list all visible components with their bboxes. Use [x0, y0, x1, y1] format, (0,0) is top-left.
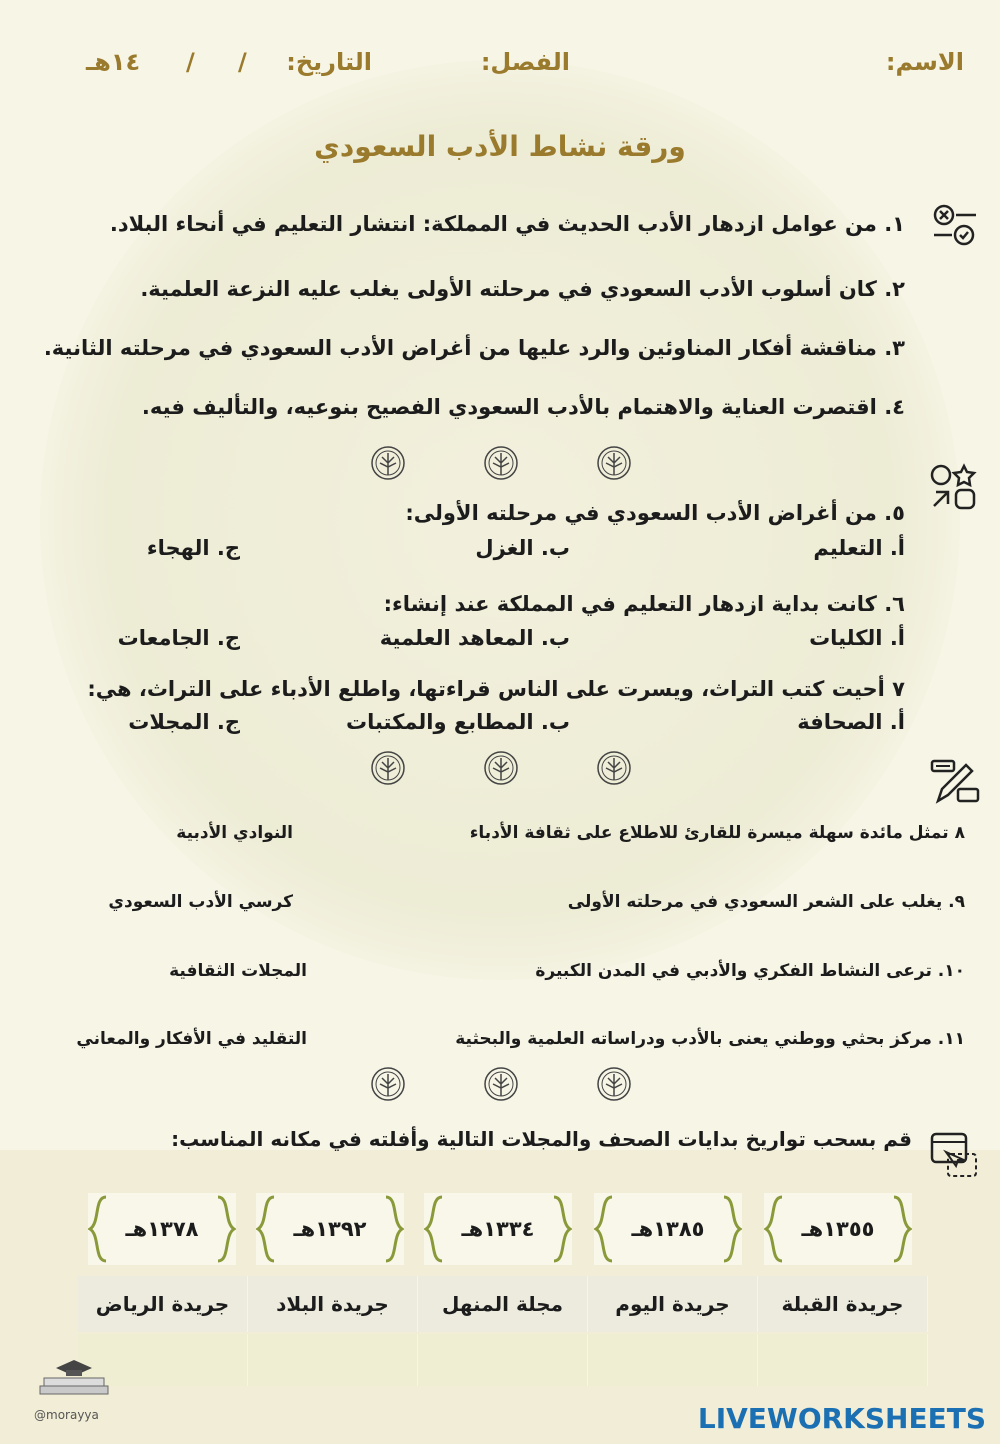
palm-emblem-icon — [370, 1066, 406, 1102]
mcq-question-6: ٦. كانت بداية ازدهار التعليم في المملكة عند إنشاء: — [383, 592, 905, 616]
date-label: ١٣٣٤هـ — [461, 1217, 535, 1241]
palm-emblem-icon — [596, 1066, 632, 1102]
palm-emblem-icon — [483, 750, 519, 786]
table-header: جريدة اليوم — [588, 1276, 758, 1332]
draggable-date[interactable] — [256, 1193, 404, 1265]
match-answer[interactable]: النوادي الأدبية — [176, 823, 293, 843]
draggable-date[interactable] — [594, 1193, 742, 1265]
palm-emblem-icon — [483, 445, 519, 481]
table-header: جريدة البلاد — [248, 1276, 418, 1332]
drag-drop-icon — [930, 1130, 980, 1180]
class-label: الفصل: — [480, 48, 570, 76]
mcq-option[interactable]: ب. المعاهد العلمية — [379, 626, 570, 650]
match-question-11: ١١. مركز بحثي ووطني يعنى بالأدب ودراساته العلمية والبحثية — [455, 1029, 965, 1049]
mcq-option[interactable]: ج. الجامعات — [117, 626, 240, 650]
palm-emblem-icon — [483, 1066, 519, 1102]
check-cross-icon — [930, 203, 980, 253]
liveworksheets-logo: LIVEWORKSHEETS — [697, 1402, 986, 1435]
date-label: ١٣٧٨هـ — [125, 1217, 199, 1241]
mcq-option[interactable]: ج. الهجاء — [146, 536, 240, 560]
date-separator: / — [238, 48, 247, 76]
match-question-10: ١٠. ترعى النشاط الفكري والأدبي في المدن الكبيرة — [535, 961, 965, 981]
mcq-question-7: ٧ أحيت كتب التراث، ويسرت على الناس قراءتها، واطلع الأدباء على التراث، هي: — [87, 677, 905, 701]
match-answer[interactable]: التقليد في الأفكار والمعاني — [76, 1029, 307, 1049]
statement-1: ١. من عوامل ازدهار الأدب الحديث في المملكة: انتشار التعليم في أنحاء البلاد. — [109, 212, 905, 236]
mcq-option[interactable]: ج. المجلات — [128, 710, 240, 734]
date-label: ١٣٥٥هـ — [801, 1217, 875, 1241]
section-divider — [0, 445, 1000, 481]
statement-3: ٣. مناقشة أفكار المناوئين والرد عليها من أغراض الأدب السعودي في مرحلته الثانية. — [43, 336, 905, 360]
date-label: ١٣٩٢هـ — [293, 1217, 367, 1241]
drag-instruction: قم بسحب تواريخ بدايات الصحف والمجلات التالية وأفلته في مكانه المناسب: — [171, 1127, 912, 1151]
match-question-8: ٨ تمثل مائدة سهلة ميسرة للقارئ للاطلاع على ثقافة الأدباء — [469, 823, 965, 843]
author-credit: @morayya — [34, 1408, 99, 1422]
drop-zone[interactable] — [758, 1334, 928, 1386]
table-header: جريدة القبلة — [758, 1276, 928, 1332]
draggable-date[interactable] — [424, 1193, 572, 1265]
palm-emblem-icon — [370, 445, 406, 481]
palm-emblem-icon — [596, 750, 632, 786]
newspapers-table — [78, 1276, 928, 1386]
name-label: الاسم: — [885, 48, 964, 76]
date-label: التاريخ: — [286, 48, 372, 76]
mcq-option[interactable]: أ. التعليم — [813, 536, 905, 560]
graduation-books-logo — [36, 1356, 112, 1406]
statement-4: ٤. اقتصرت العناية والاهتمام بالأدب السعودي الفصيح بنوعيه، والتأليف فيه. — [141, 395, 905, 419]
mcq-option[interactable]: ب. الغزل — [475, 536, 570, 560]
drop-zone[interactable] — [588, 1334, 758, 1386]
match-question-9: ٩. يغلب على الشعر السعودي في مرحلته الأولى — [567, 892, 965, 912]
table-header: مجلة المنهل — [418, 1276, 588, 1332]
date-label: ١٣٨٥هـ — [631, 1217, 705, 1241]
match-answer[interactable]: كرسي الأدب السعودي — [108, 892, 293, 912]
palm-emblem-icon — [370, 750, 406, 786]
table-header: جريدة الرياض — [78, 1276, 248, 1332]
statement-2: ٢. كان أسلوب الأدب السعودي في مرحلته الأولى يغلب عليه النزعة العلمية. — [140, 277, 905, 301]
mcq-question-5: ٥. من أغراض الأدب السعودي في مرحلته الأولى: — [405, 501, 905, 525]
section-divider — [0, 750, 1000, 786]
mcq-option[interactable]: أ. الصحافة — [797, 710, 905, 734]
draggable-date[interactable] — [764, 1193, 912, 1265]
mcq-option[interactable]: أ. الكليات — [809, 626, 905, 650]
drop-zone[interactable] — [418, 1334, 588, 1386]
palm-emblem-icon — [596, 445, 632, 481]
date-separator: / — [186, 48, 195, 76]
mcq-option[interactable]: ب. المطابع والمكتبات — [346, 710, 570, 734]
drop-zone[interactable] — [248, 1334, 418, 1386]
date-year: ١٤هـ — [86, 48, 141, 76]
match-answer[interactable]: المجلات الثقافية — [169, 961, 307, 981]
section-divider — [0, 1066, 1000, 1102]
draggable-date[interactable] — [88, 1193, 236, 1265]
page-title: ورقة نشاط الأدب السعودي — [314, 130, 686, 163]
